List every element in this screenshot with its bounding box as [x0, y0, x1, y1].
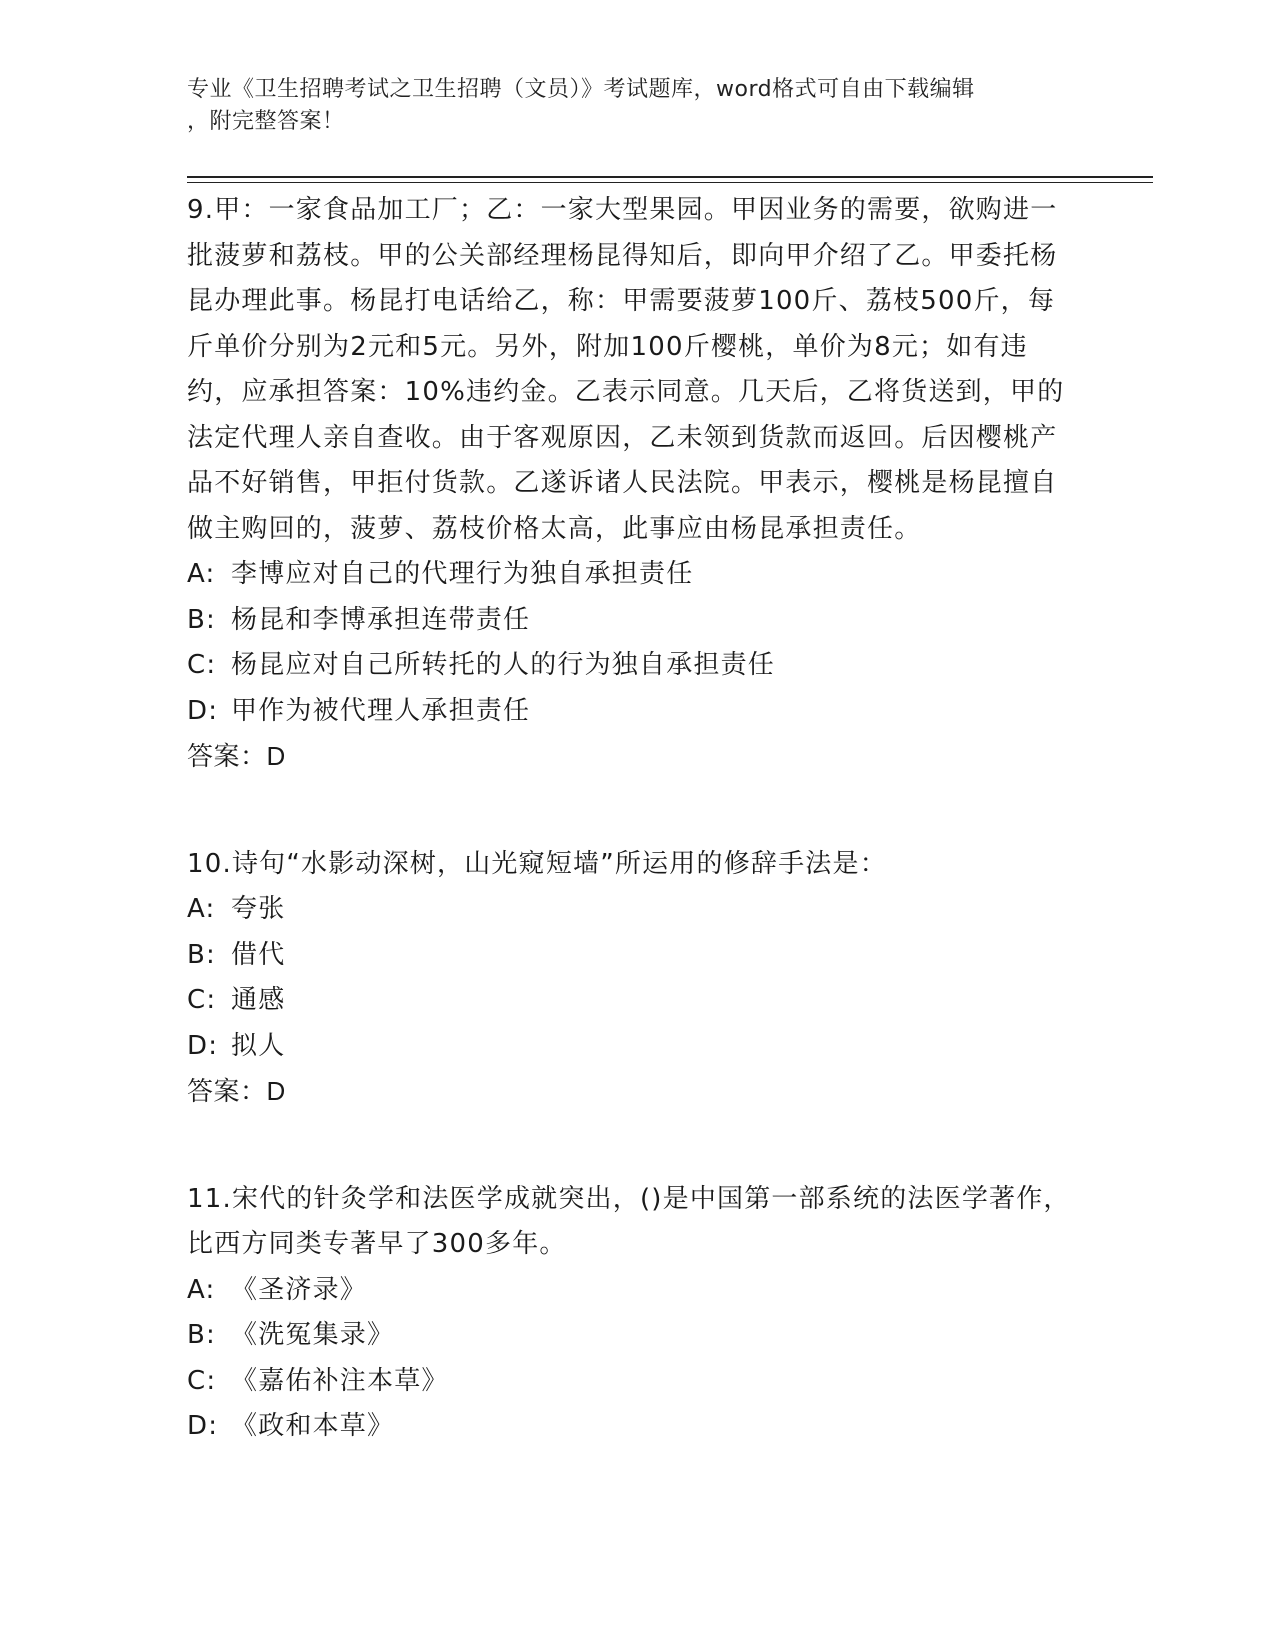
option-letter: B:	[187, 604, 216, 635]
option-letter: D:	[187, 1411, 219, 1441]
option-d	[187, 1404, 1077, 1450]
option-text: 《政和本草》	[231, 1411, 395, 1441]
option-letter: C:	[187, 650, 217, 680]
option-c	[187, 643, 1077, 689]
option-letter: A:	[187, 559, 216, 589]
option-b	[187, 933, 1077, 979]
option-letter: A:	[187, 1274, 216, 1305]
question-stem: 11.宋代的针灸学和法医学成就突出，()是中国第一部系统的法医学著作，比西方同类专著早了300多年。	[187, 1183, 1071, 1259]
option-text: 夸张	[231, 894, 286, 924]
option-letter: C:	[187, 985, 217, 1015]
option-text: 《圣济录》	[231, 1274, 368, 1305]
option-a	[187, 1268, 1077, 1314]
option-text: 《洗冤集录》	[231, 1320, 395, 1350]
option-letter: B:	[187, 939, 216, 970]
option-b	[187, 598, 1077, 644]
option-a	[187, 887, 1077, 933]
header-divider-thin	[187, 182, 1153, 183]
option-letter: D:	[187, 695, 219, 726]
option-text: 《嘉佑补注本草》	[231, 1365, 449, 1396]
option-letter: A:	[187, 894, 216, 924]
question-stem: 10.诗句“水影动深树，山光窥短墙”所运用的修辞手法是：	[187, 848, 887, 879]
document-header	[187, 74, 1077, 138]
question-11	[187, 1177, 1077, 1450]
option-text: 杨昆和李博承担连带责任	[231, 604, 531, 635]
option-b	[187, 1313, 1077, 1359]
option-letter: D:	[187, 1030, 219, 1061]
option-text: 通感	[231, 985, 286, 1015]
answer-line: 答案：D	[187, 1076, 286, 1106]
option-c	[187, 1359, 1077, 1405]
option-d	[187, 689, 1077, 735]
option-a	[187, 552, 1077, 598]
answer-line: 答案：D	[187, 741, 286, 771]
option-text: 拟人	[231, 1030, 286, 1061]
header-divider-thick	[187, 176, 1153, 178]
question-stem: 9.甲：一家食品加工厂；乙：一家大型果园。甲因业务的需要，欲购进一批菠萝和荔枝。甲的公关部经理杨昆得知后，即向甲介绍了乙。甲委托杨昆办理此事。杨昆打电话给乙，称：甲需要菠萝100斤、荔枝500斤，每斤单价分别为2元和5元。另外，附加100斤樱桃，单价为8元；如有违约，应承担答案：10%违约金。乙表示同意。几天后，乙将货送到，甲的法定代理人亲自查收。由于客观原因，乙未领到货款而返回。后因樱桃产品不好销售，甲拒付货款。乙遂诉诸人民法院。甲表示，樱桃是杨昆擅自做主购回的，菠萝、荔枝价格太高，此事应由杨昆承担责任。	[187, 195, 1065, 544]
option-d	[187, 1024, 1077, 1070]
option-letter: B:	[187, 1320, 216, 1350]
option-text: 甲作为被代理人承担责任	[231, 695, 531, 726]
header-line-1: 专业《卫生招聘考试之卫生招聘（文员）》考试题库，word格式可自由下载编辑	[187, 77, 975, 102]
option-text: 李博应对自己的代理行为独自承担责任	[231, 559, 694, 589]
option-text: 杨昆应对自己所转托的人的行为独自承担责任	[231, 650, 776, 680]
header-line-2: ，附完整答案！	[187, 109, 345, 134]
option-text: 借代	[231, 939, 286, 970]
option-c	[187, 978, 1077, 1024]
option-letter: C:	[187, 1365, 217, 1396]
question-9	[187, 188, 1077, 780]
question-list	[187, 188, 1077, 1512]
question-10	[187, 842, 1077, 1115]
